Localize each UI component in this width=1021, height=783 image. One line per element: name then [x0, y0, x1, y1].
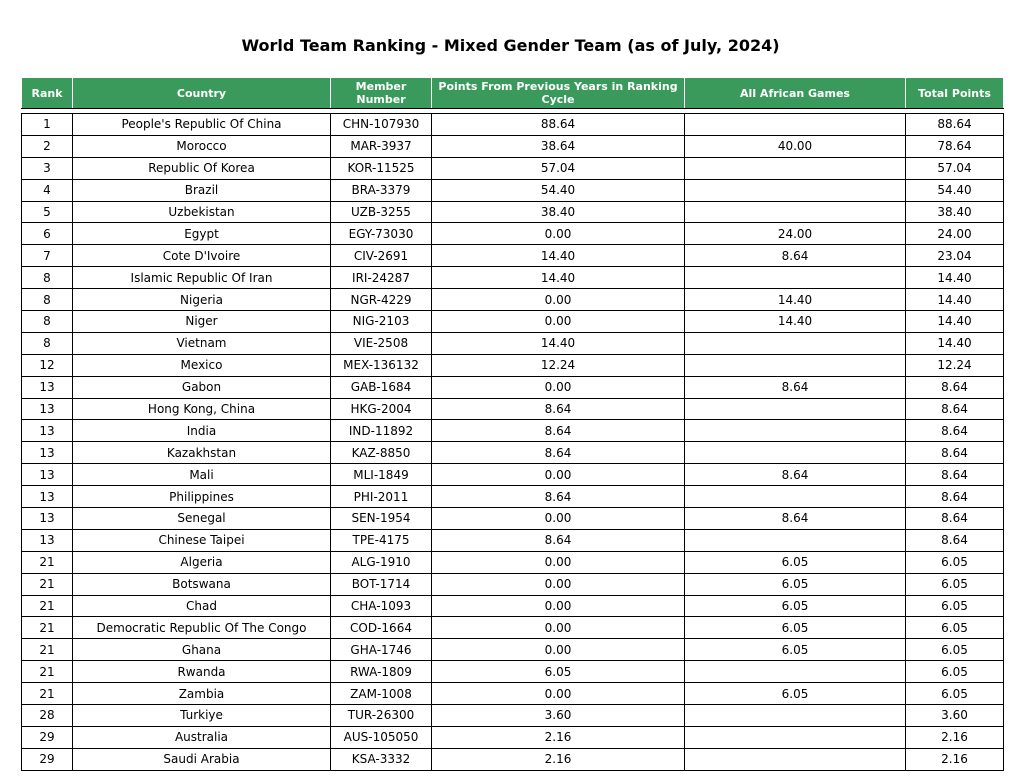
table-row	[22, 267, 1004, 289]
cell-rank: 1	[22, 114, 73, 136]
cell-rank: 13	[22, 376, 73, 398]
cell-total-points: 6.05	[906, 683, 1004, 705]
cell-member-number: GHA-1746	[331, 639, 432, 661]
cell-country: Algeria	[73, 551, 331, 573]
cell-country: Rwanda	[73, 661, 331, 683]
cell-rank: 7	[22, 245, 73, 267]
table-row	[22, 595, 1004, 617]
cell-member-number: CHA-1093	[331, 595, 432, 617]
cell-african-games: 6.05	[685, 683, 906, 705]
cell-country: Republic Of Korea	[73, 157, 331, 179]
cell-african-games: 6.05	[685, 639, 906, 661]
cell-rank: 13	[22, 464, 73, 486]
cell-previous-points: 0.00	[432, 376, 685, 398]
cell-country: Australia	[73, 726, 331, 748]
cell-african-games	[685, 442, 906, 464]
cell-african-games	[685, 529, 906, 551]
cell-previous-points: 0.00	[432, 508, 685, 530]
table-row	[22, 332, 1004, 354]
cell-previous-points: 8.64	[432, 486, 685, 508]
table-row	[22, 726, 1004, 748]
cell-previous-points: 6.05	[432, 661, 685, 683]
cell-african-games	[685, 267, 906, 289]
cell-member-number: MLI-1849	[331, 464, 432, 486]
cell-total-points: 2.16	[906, 748, 1004, 770]
cell-previous-points: 0.00	[432, 573, 685, 595]
table-row	[22, 508, 1004, 530]
cell-member-number: KSA-3332	[331, 748, 432, 770]
cell-rank: 5	[22, 201, 73, 223]
cell-rank: 13	[22, 529, 73, 551]
cell-previous-points: 0.00	[432, 311, 685, 333]
cell-total-points: 12.24	[906, 354, 1004, 376]
cell-previous-points: 38.64	[432, 135, 685, 157]
cell-member-number: AUS-105050	[331, 726, 432, 748]
cell-member-number: ALG-1910	[331, 551, 432, 573]
cell-member-number: NGR-4229	[331, 289, 432, 311]
cell-country: Philippines	[73, 486, 331, 508]
cell-total-points: 8.64	[906, 398, 1004, 420]
cell-member-number: IRI-24287	[331, 267, 432, 289]
header-rank: Rank	[22, 78, 73, 109]
cell-previous-points: 8.64	[432, 529, 685, 551]
cell-rank: 29	[22, 748, 73, 770]
table-row	[22, 201, 1004, 223]
cell-member-number: KOR-11525	[331, 157, 432, 179]
cell-african-games: 6.05	[685, 617, 906, 639]
cell-country: Hong Kong, China	[73, 398, 331, 420]
cell-country: Gabon	[73, 376, 331, 398]
cell-previous-points: 2.16	[432, 748, 685, 770]
cell-total-points: 6.05	[906, 573, 1004, 595]
cell-total-points: 38.40	[906, 201, 1004, 223]
cell-country: Botswana	[73, 573, 331, 595]
cell-rank: 13	[22, 508, 73, 530]
cell-country: People's Republic Of China	[73, 114, 331, 136]
cell-total-points: 88.64	[906, 114, 1004, 136]
header-member-number: Member Number	[331, 78, 432, 109]
cell-country: Egypt	[73, 223, 331, 245]
cell-african-games: 14.40	[685, 289, 906, 311]
cell-member-number: COD-1664	[331, 617, 432, 639]
cell-previous-points: 3.60	[432, 705, 685, 727]
header-previous-points: Points From Previous Years in Ranking Cycle	[432, 78, 685, 109]
cell-rank: 6	[22, 223, 73, 245]
cell-previous-points: 0.00	[432, 617, 685, 639]
cell-african-games: 6.05	[685, 573, 906, 595]
cell-country: Morocco	[73, 135, 331, 157]
cell-previous-points: 0.00	[432, 289, 685, 311]
cell-member-number: MEX-136132	[331, 354, 432, 376]
cell-rank: 8	[22, 311, 73, 333]
cell-rank: 13	[22, 420, 73, 442]
cell-member-number: CIV-2691	[331, 245, 432, 267]
cell-country: Vietnam	[73, 332, 331, 354]
table-row	[22, 661, 1004, 683]
cell-country: Cote D'Ivoire	[73, 245, 331, 267]
table-row	[22, 464, 1004, 486]
cell-rank: 4	[22, 179, 73, 201]
cell-country: Mali	[73, 464, 331, 486]
cell-previous-points: 2.16	[432, 726, 685, 748]
cell-previous-points: 54.40	[432, 179, 685, 201]
cell-african-games	[685, 354, 906, 376]
cell-rank: 8	[22, 289, 73, 311]
ranking-table	[21, 77, 1004, 771]
table-row	[22, 551, 1004, 573]
cell-african-games	[685, 486, 906, 508]
cell-previous-points: 0.00	[432, 595, 685, 617]
cell-previous-points: 12.24	[432, 354, 685, 376]
cell-african-games: 14.40	[685, 311, 906, 333]
cell-member-number: NIG-2103	[331, 311, 432, 333]
cell-rank: 2	[22, 135, 73, 157]
cell-previous-points: 8.64	[432, 398, 685, 420]
table-row	[22, 354, 1004, 376]
cell-total-points: 6.05	[906, 661, 1004, 683]
cell-rank: 21	[22, 573, 73, 595]
cell-member-number: BRA-3379	[331, 179, 432, 201]
cell-rank: 3	[22, 157, 73, 179]
cell-total-points: 78.64	[906, 135, 1004, 157]
cell-member-number: KAZ-8850	[331, 442, 432, 464]
table-header-row	[22, 78, 1004, 109]
cell-previous-points: 8.64	[432, 442, 685, 464]
cell-rank: 8	[22, 267, 73, 289]
page-title: World Team Ranking - Mixed Gender Team (as of July, 2024)	[241, 36, 780, 55]
cell-country: Brazil	[73, 179, 331, 201]
cell-member-number: TUR-26300	[331, 705, 432, 727]
cell-member-number: SEN-1954	[331, 508, 432, 530]
cell-african-games	[685, 726, 906, 748]
cell-country: Ghana	[73, 639, 331, 661]
cell-previous-points: 0.00	[432, 551, 685, 573]
cell-previous-points: 0.00	[432, 223, 685, 245]
cell-rank: 21	[22, 661, 73, 683]
cell-member-number: TPE-4175	[331, 529, 432, 551]
cell-member-number: GAB-1684	[331, 376, 432, 398]
cell-previous-points: 0.00	[432, 639, 685, 661]
cell-african-games	[685, 332, 906, 354]
cell-rank: 13	[22, 486, 73, 508]
cell-country: Nigeria	[73, 289, 331, 311]
cell-total-points: 23.04	[906, 245, 1004, 267]
table-row	[22, 376, 1004, 398]
cell-african-games	[685, 705, 906, 727]
cell-african-games: 8.64	[685, 245, 906, 267]
table-row	[22, 529, 1004, 551]
cell-total-points: 14.40	[906, 332, 1004, 354]
table-row	[22, 311, 1004, 333]
cell-total-points: 8.64	[906, 376, 1004, 398]
cell-total-points: 8.64	[906, 529, 1004, 551]
cell-country: Zambia	[73, 683, 331, 705]
cell-member-number: CHN-107930	[331, 114, 432, 136]
cell-rank: 21	[22, 639, 73, 661]
cell-country: Turkiye	[73, 705, 331, 727]
cell-total-points: 6.05	[906, 551, 1004, 573]
cell-rank: 13	[22, 442, 73, 464]
cell-member-number: RWA-1809	[331, 661, 432, 683]
cell-african-games: 8.64	[685, 376, 906, 398]
cell-member-number: ZAM-1008	[331, 683, 432, 705]
cell-country: Mexico	[73, 354, 331, 376]
cell-rank: 13	[22, 398, 73, 420]
header-total-points: Total Points	[906, 78, 1004, 109]
cell-african-games: 6.05	[685, 551, 906, 573]
cell-total-points: 14.40	[906, 267, 1004, 289]
cell-african-games: 6.05	[685, 595, 906, 617]
cell-rank: 21	[22, 551, 73, 573]
cell-country: India	[73, 420, 331, 442]
table-row	[22, 639, 1004, 661]
cell-total-points: 57.04	[906, 157, 1004, 179]
cell-country: Uzbekistan	[73, 201, 331, 223]
cell-member-number: PHI-2011	[331, 486, 432, 508]
table-row	[22, 683, 1004, 705]
cell-member-number: MAR-3937	[331, 135, 432, 157]
cell-country: Senegal	[73, 508, 331, 530]
table-row	[22, 223, 1004, 245]
cell-member-number: EGY-73030	[331, 223, 432, 245]
cell-member-number: HKG-2004	[331, 398, 432, 420]
table-row	[22, 114, 1004, 136]
cell-country: Kazakhstan	[73, 442, 331, 464]
cell-total-points: 3.60	[906, 705, 1004, 727]
cell-african-games	[685, 748, 906, 770]
table-row	[22, 420, 1004, 442]
cell-previous-points: 0.00	[432, 464, 685, 486]
cell-total-points: 8.64	[906, 508, 1004, 530]
cell-previous-points: 0.00	[432, 683, 685, 705]
table-row	[22, 573, 1004, 595]
cell-previous-points: 88.64	[432, 114, 685, 136]
cell-country: Chad	[73, 595, 331, 617]
cell-african-games: 24.00	[685, 223, 906, 245]
cell-total-points: 2.16	[906, 726, 1004, 748]
cell-country: Democratic Republic Of The Congo	[73, 617, 331, 639]
table-row	[22, 486, 1004, 508]
cell-african-games: 8.64	[685, 464, 906, 486]
table-row	[22, 617, 1004, 639]
cell-total-points: 54.40	[906, 179, 1004, 201]
table-row	[22, 705, 1004, 727]
cell-african-games	[685, 114, 906, 136]
cell-total-points: 14.40	[906, 289, 1004, 311]
cell-african-games	[685, 661, 906, 683]
table-row	[22, 135, 1004, 157]
cell-member-number: UZB-3255	[331, 201, 432, 223]
cell-rank: 12	[22, 354, 73, 376]
cell-previous-points: 8.64	[432, 420, 685, 442]
table-body	[22, 109, 1004, 771]
cell-total-points: 8.64	[906, 486, 1004, 508]
header-country: Country	[73, 78, 331, 109]
cell-total-points: 14.40	[906, 311, 1004, 333]
cell-country: Saudi Arabia	[73, 748, 331, 770]
cell-total-points: 8.64	[906, 464, 1004, 486]
header-african-games: All African Games	[685, 78, 906, 109]
cell-total-points: 24.00	[906, 223, 1004, 245]
cell-african-games	[685, 201, 906, 223]
cell-total-points: 8.64	[906, 420, 1004, 442]
cell-total-points: 6.05	[906, 639, 1004, 661]
cell-rank: 21	[22, 683, 73, 705]
table-row	[22, 245, 1004, 267]
cell-previous-points: 14.40	[432, 267, 685, 289]
cell-rank: 21	[22, 617, 73, 639]
table-row	[22, 157, 1004, 179]
cell-previous-points: 38.40	[432, 201, 685, 223]
cell-african-games: 40.00	[685, 135, 906, 157]
cell-rank: 8	[22, 332, 73, 354]
cell-total-points: 6.05	[906, 617, 1004, 639]
table-row	[22, 179, 1004, 201]
table-row	[22, 442, 1004, 464]
table-row	[22, 398, 1004, 420]
cell-african-games: 8.64	[685, 508, 906, 530]
cell-country: Niger	[73, 311, 331, 333]
cell-rank: 28	[22, 705, 73, 727]
cell-african-games	[685, 420, 906, 442]
cell-member-number: BOT-1714	[331, 573, 432, 595]
table-row	[22, 748, 1004, 770]
cell-african-games	[685, 398, 906, 420]
cell-country: Chinese Taipei	[73, 529, 331, 551]
cell-total-points: 8.64	[906, 442, 1004, 464]
cell-rank: 21	[22, 595, 73, 617]
cell-rank: 29	[22, 726, 73, 748]
cell-african-games	[685, 157, 906, 179]
cell-country: Islamic Republic Of Iran	[73, 267, 331, 289]
cell-previous-points: 14.40	[432, 332, 685, 354]
cell-member-number: IND-11892	[331, 420, 432, 442]
cell-african-games	[685, 179, 906, 201]
cell-member-number: VIE-2508	[331, 332, 432, 354]
cell-total-points: 6.05	[906, 595, 1004, 617]
cell-previous-points: 57.04	[432, 157, 685, 179]
cell-previous-points: 14.40	[432, 245, 685, 267]
table-row	[22, 289, 1004, 311]
